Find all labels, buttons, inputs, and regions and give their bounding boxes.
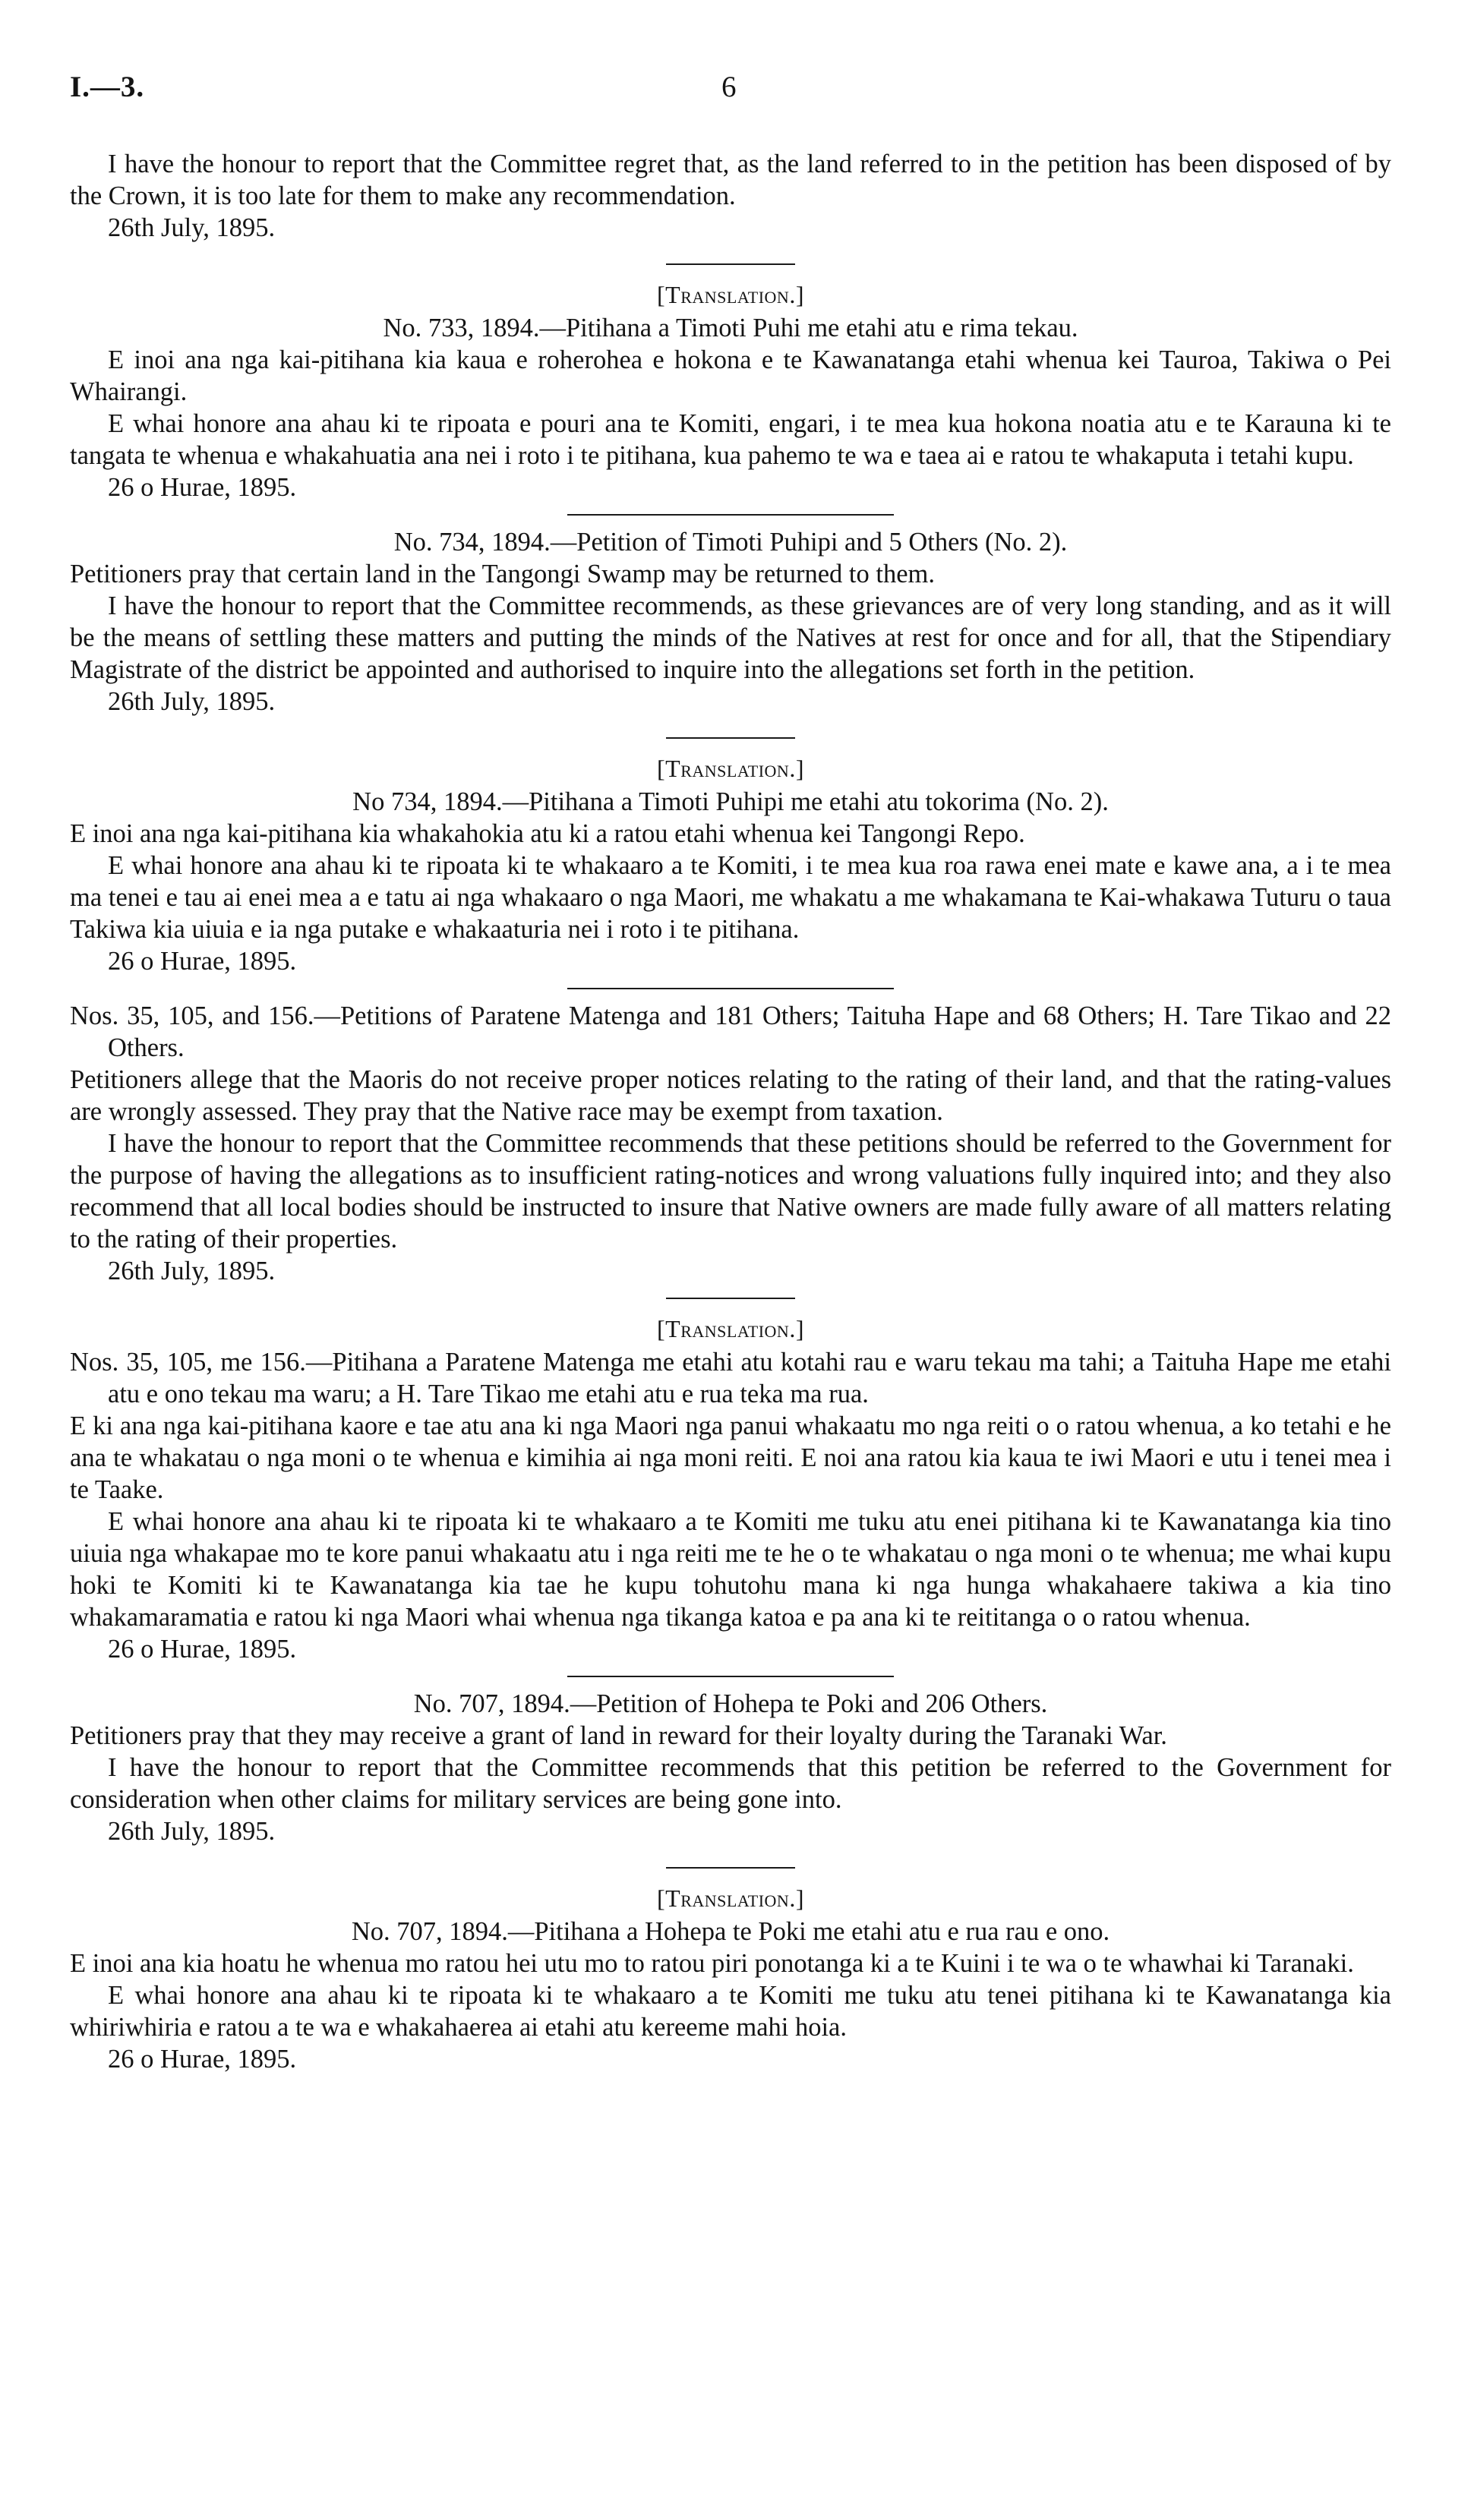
petition-block [70, 1688, 1391, 1847]
report-date: 26 o Hurae, 1895. [108, 1635, 297, 1664]
report-paragraph: E whai honore ana ahau ki te ripoata ki te whakaaro a te Komiti me tuku atu enei pitihana ki te Kawanatanga kia tino uiuia nga whakapae mo te kore panui whakaatu atu i nga reiti me te he o te whakatau o nga moni o te whenua; me whai kupu hoki te Komiti ki te Kawanatanga kia tae he kupu tohutohu mana ki nga hunga whakahaere takiwa a kia tino whakamaramatia e ratou ki nga Maori whai whenua nga tikanga katoa e pa ana ki te reititanga o o ratou whenua. [70, 1507, 1391, 1632]
translation-block [70, 279, 1391, 503]
section-divider [666, 1867, 795, 1869]
report-date: 26th July, 1895. [108, 1817, 276, 1846]
petition-heading: No 734, 1894.—Pitihana a Timoti Puhipi me etahi atu tokorima (No. 2). [352, 787, 1109, 816]
report-date: 26th July, 1895. [108, 1257, 276, 1285]
prayer-paragraph: Petitioners pray that they may receive a grant of land in reward for their loyalty during the Taranaki War. [70, 1721, 1167, 1750]
report-date: 26 o Hurae, 1895. [108, 473, 297, 502]
prayer-paragraph: E inoi ana kia hoatu he whenua mo ratou hei utu mo to ratou piri ponotanga ki a te Kuini i te wa o te whawhai ki Taranaki. [70, 1949, 1354, 1978]
section-divider [666, 1298, 795, 1299]
report-date: 26 o Hurae, 1895. [108, 947, 297, 976]
translation-label: [Translation.] [657, 281, 804, 308]
translation-label: [Translation.] [657, 1315, 804, 1342]
translation-label: [Translation.] [657, 755, 804, 782]
report-date: 26th July, 1895. [108, 213, 276, 242]
petition-block [70, 526, 1391, 718]
prayer-paragraph: Petitioners allege that the Maoris do not receive proper notices relating to the rating of their land, and that the rating-values are wrongly assessed. They pray that the Native race may be exempt from taxation. [70, 1065, 1391, 1126]
report-paragraph: I have the honour to report that the Committee recommends that this petition be referred to the Government for consideration when other claims for military services are being gone into. [70, 1753, 1391, 1814]
report-paragraph: E whai honore ana ahau ki te ripoata ki te whakaaro a te Komiti, i te mea kua roa rawa enei mate e kawe ana, a i te mea ma tenei e tau ai enei mea a e tatu ai nga whakaaro o nga Maori, me whakatu a me whakamana te Kai-whakawa Tuturu o taua Takiwa kia uiuia e ia nga putake e whakaaturia nei i roto i te pitihana. [70, 851, 1391, 944]
petition-heading: Nos. 35, 105, me 156.—Pitihana a Paratene Matenga me etahi atu kotahi rau e waru tekau ma tahi; a Taituha Hape me etahi atu e ono tekau ma waru; a H. Tare Tikao me etahi atu e rua teka ma rua. [70, 1348, 1391, 1408]
petition-heading: No. 734, 1894.—Petition of Timoti Puhipi and 5 Others (No. 2). [393, 528, 1068, 557]
report-date: 26 o Hurae, 1895. [108, 2045, 297, 2074]
report-paragraph: I have the honour to report that the Committee regret that, as the land referred to in the petition has been disposed of by the Crown, it is too late for them to make any recommendation. [70, 150, 1391, 210]
prayer-paragraph: Petitioners pray that certain land in the Tangongi Swamp may be returned to them. [70, 560, 935, 588]
report-paragraph: I have the honour to report that the Committee recommends, as these grievances are of very long standing, and as it will be the means of settling these matters and putting the minds of the Natives at rest for once and for all, that the Stipendiary Magistrate of the district be appointed and authorised to inquire into the allegations set forth in the petition. [70, 591, 1391, 684]
document-page [70, 0, 1391, 2520]
prayer-paragraph: E inoi ana nga kai-pitihana kia whakahokia atu ki a ratou etahi whenua kei Tangongi Repo. [70, 819, 1025, 848]
document-reference: I.—3. [70, 71, 145, 103]
petition-heading: No. 707, 1894.—Petition of Hohepa te Poki and 206 Others. [413, 1689, 1048, 1718]
translation-label: [Translation.] [657, 1884, 804, 1912]
report-date: 26th July, 1895. [108, 687, 276, 716]
page-content [70, 148, 1391, 2075]
petition-block [70, 1000, 1391, 1287]
prayer-paragraph: E ki ana nga kai-pitihana kaore e tae atu ana ki nga Maori nga panui whakaatu mo nga reiti o o ratou whenua, a ko tetahi e he ana te whakatau o nga moni o te whenua e kimihia ai nga moni reiti. E noi ana ratou kia kaua te iwi Maori e utu i tenei mea i te Taake. [70, 1411, 1391, 1504]
page-number: 6 [721, 71, 737, 103]
petition-heading: Nos. 35, 105, and 156.—Petitions of Paratene Matenga and 181 Others; Taituha Hape and 68 Others; H. Tare Tikao and 22 Others. [70, 1001, 1391, 1062]
translation-block [70, 752, 1391, 977]
translation-block [70, 1313, 1391, 1665]
section-divider [666, 737, 795, 739]
section-divider [666, 263, 795, 265]
petition-heading: No. 707, 1894.—Pitihana a Hohepa te Poki me etahi atu e rua rau e ono. [351, 1917, 1110, 1946]
petition-block [70, 148, 1391, 244]
petition-heading: No. 733, 1894.—Pitihana a Timoti Puhi me etahi atu e rima tekau. [383, 314, 1078, 342]
report-paragraph: I have the honour to report that the Committee recommends that these petitions should be referred to the Government for the purpose of having the allegations as to insufficient rating-notices and wrong valuations fully inquired into; and they also recommend that all local bodies should be instructed to insure that Native owners are made fully aware of all matters relating to the rating of their properties. [70, 1129, 1391, 1254]
page-header [70, 70, 1391, 115]
report-paragraph: E whai honore ana ahau ki te ripoata ki te whakaaro a te Komiti me tuku atu tenei pitihana ki te Kawanatanga kia whiriwhiria e ratou a te wa e whakahaerea ai etahi atu kereeme mahi hoia. [70, 1981, 1391, 2042]
report-paragraph: E whai honore ana ahau ki te ripoata e pouri ana te Komiti, engari, i te mea kua hokona noatia atu e te Karauna ki te tangata te whenua e whakahuatia ana nei i roto i te pitihana, kua pahemo te wa e taea ai e ratou te whakaputa i tetahi kupu. [70, 409, 1391, 470]
translation-block [70, 1882, 1391, 2075]
prayer-paragraph: E inoi ana nga kai-pitihana kia kaua e roherohea e hokona e te Kawanatanga etahi whenua kei Tauroa, Takiwa o Pei Whairangi. [70, 345, 1391, 406]
